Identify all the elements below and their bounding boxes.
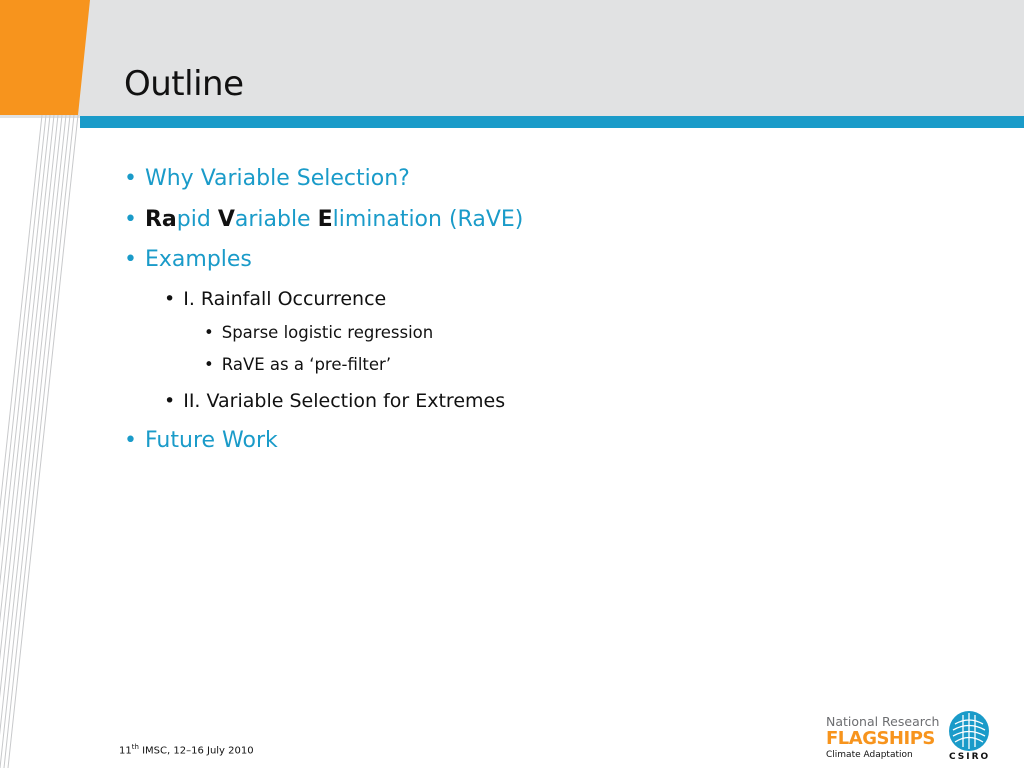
bullet-text: Sparse logistic regression	[221, 323, 434, 342]
bullet-glyph: •	[204, 355, 214, 374]
bullet-glyph: •	[164, 288, 176, 310]
logo-line3: Climate Adaptation	[826, 750, 913, 760]
bold-fragment: E	[317, 207, 333, 232]
bullet-text: Examples	[144, 247, 252, 272]
sub-bullet-item	[164, 288, 386, 310]
logo-line1: National Research	[826, 714, 940, 729]
footer-num: 11	[119, 745, 132, 757]
logo-line2: FLAGSHIPS	[826, 728, 935, 749]
orange-corner-decoration	[0, 0, 90, 115]
bullet-glyph: •	[204, 323, 214, 342]
bullet-item	[124, 207, 523, 232]
bullet-text: II. Variable Selection for Extremes	[183, 390, 506, 412]
bullet-item	[124, 247, 252, 272]
sub-sub-bullet-item	[204, 355, 391, 374]
bold-fragment: V	[217, 207, 235, 232]
stripe-decoration	[0, 115, 82, 768]
bullet-glyph: •	[124, 247, 137, 272]
bullet-text-rave	[145, 207, 523, 232]
bullet-item	[124, 166, 410, 191]
sub-bullet-item	[164, 390, 505, 412]
footer-sup: th	[131, 743, 139, 751]
text-fragment: pid	[176, 207, 218, 232]
text-fragment: limination (RaVE)	[332, 207, 524, 232]
bullet-glyph: •	[164, 390, 176, 412]
bullet-text: Future Work	[144, 428, 278, 453]
bullet-item	[124, 428, 278, 453]
bullet-glyph: •	[124, 428, 137, 453]
bullet-glyph: •	[124, 166, 137, 191]
bullet-text: RaVE as a ‘pre-filter’	[221, 355, 392, 374]
csiro-wordmark: CSIRO	[949, 752, 991, 762]
bullet-text: Why Variable Selection?	[144, 166, 410, 191]
header-rule	[80, 116, 1024, 128]
text-fragment: ariable	[234, 207, 318, 232]
bullet-text: I. Rainfall Occurrence	[183, 288, 387, 310]
sub-sub-bullet-item	[204, 323, 433, 342]
csiro-emblem-icon	[946, 710, 992, 756]
footer-rest: IMSC, 12–16 July 2010	[138, 745, 254, 757]
bold-fragment: Ra	[144, 207, 177, 232]
slide-title: Outline	[124, 64, 244, 104]
footer-text	[119, 743, 254, 756]
flagships-csiro-logo	[826, 710, 996, 764]
bullet-glyph: •	[124, 207, 137, 232]
